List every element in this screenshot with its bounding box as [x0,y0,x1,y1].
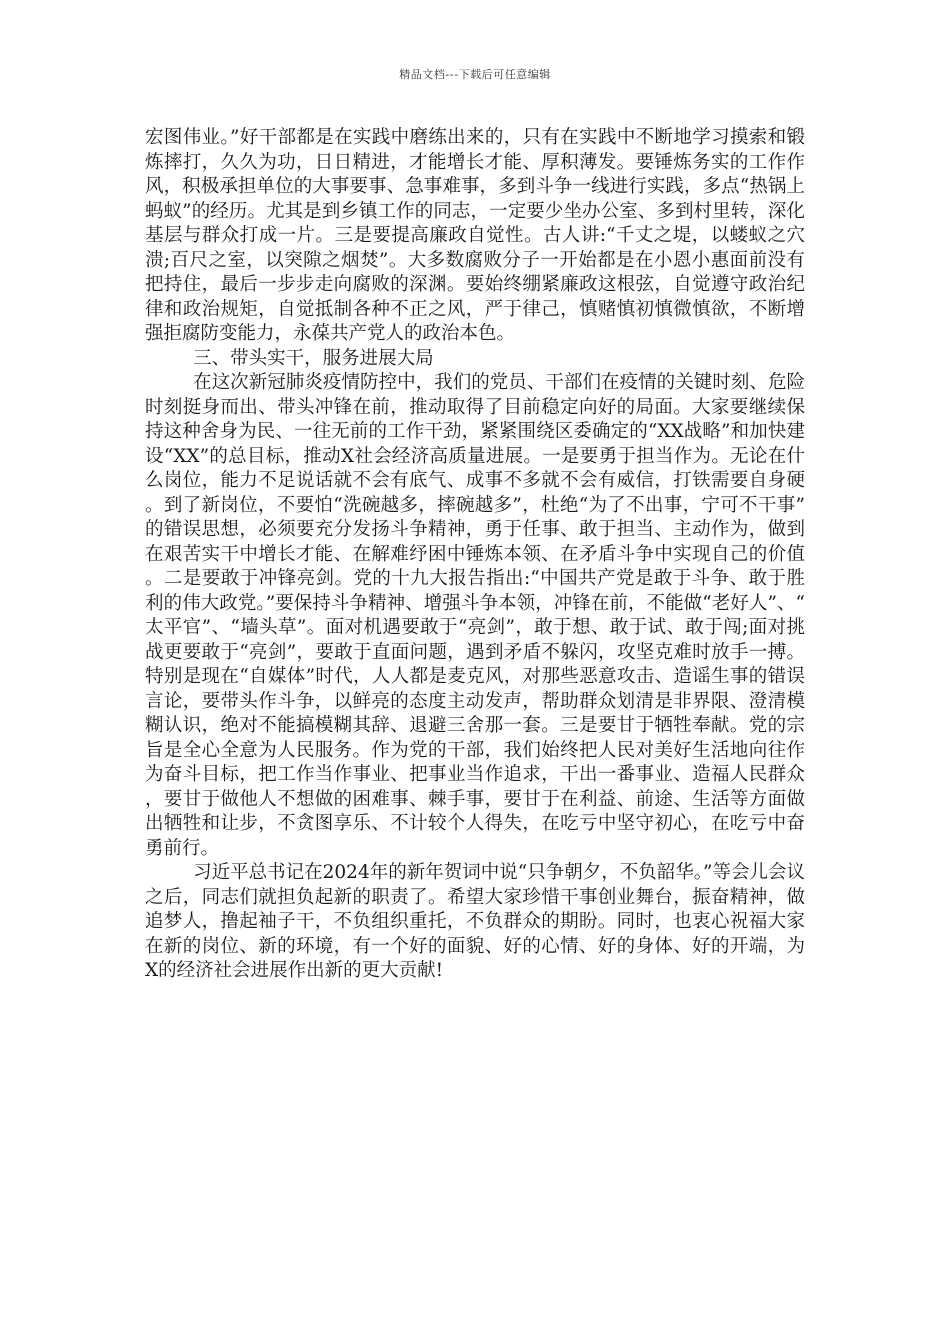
paragraph: 在这次新冠肺炎疫情防控中，我们的党员、干部们在疫情的关键时刻、危险时刻挺身而出、带头冲锋在前，推动取得了目前稳定向好的局面。大家要继续保持这种舍身为民、一往无前的工作干劲，紧紧围绕区委确定的“XX战略”和加快建设“XX”的总目标，推动X社会经济高质量进展。一是要勇于担当作为。无论在什么岗位，能力不足说话就不会有底气、成事不多就不会有威信，打铁需要自身硬。到了新岗位，不要怕“洗碗越多，摔碗越多”，杜绝“为了不出事，宁可不干事”的错误思想，必须要充分发扬斗争精神，勇于任事、敢于担当、主动作为，做到在艰苦实干中增长才能、在解难纾困中锤炼本领、在矛盾斗争中实现自己的价值。二是要敢于冲锋亮剑。党的十九大报告指出:“中国共产党是敢于斗争、敢于胜利的伟大政党。”要保持斗争精神、增强斗争本领，冲锋在前，不能做“老好人”、“太平官”、“墙头草”。面对机遇要敢于“亮剑”，敢于想、敢于试、敢于闯;面对挑战更要敢于“亮剑”，要敢于直面问题，遇到矛盾不躲闪，攻坚克难时放手一搏。特别是现在“自媒体”时代，人人都是麦克风，对那些恶意攻击、造谣生事的错误言论，要带头作斗争，以鲜亮的态度主动发声，帮助群众划清是非界限、澄清模糊认识，绝对不能搞模糊其辞、退避三舍那一套。三是要甘于牺牲奉献。党的宗旨是全心全意为人民服务。作为党的干部，我们始终把人民对美好生活地向往作为奋斗目标，把工作当作事业、把事业当作追求，干出一番事业、造福人民群众，要甘于做他人不想做的困难事、棘手事，要甘于在利益、前途、生活等方面做出牺牲和让步，不贪图享乐、不计较个人得失，在吃亏中坚守初心，在吃亏中奋勇前行。 [145,372,805,859]
paragraph-continuation: 宏图伟业。”好干部都是在实践中磨练出来的，只有在实践中不断地学习摸索和锻炼摔打，久久为功，日日精进，才能增长才能、厚积薄发。要锤炼务实的工作作风，积极承担单位的大事要事、急事难事，多到斗争一线进行实践，多点“热锅上蚂蚁”的经历。尤其是到乡镇工作的同志，一定要少坐办公室、多到村里转，深化基层与群众打成一片。三是要提高廉政自觉性。古人讲:“千丈之堤，以蝼蚁之穴溃;百尺之室，以突隙之烟焚”。大多数腐败分子一开始都是在小恩小惠面前没有把持住，最后一步步走向腐败的深渊。要始终绷紧廉政这根弦，自觉遵守政治纪律和政治规矩，自觉抵制各种不正之风，严于律己，慎赌慎初慎微慎欲，不断增强拒腐防变能力，永葆共产党人的政治本色。 [145,127,805,344]
paragraph-closing: 习近平总书记在2024年的新年贺词中说“只争朝夕，不负韶华。”等会儿会议之后，同志们就担负起新的职责了。希望大家珍惜干事创业舞台，振奋精神，做追梦人，撸起袖子干，不负组织重托，不负群众的期盼。同时，也衷心祝福大家在新的岗位、新的环境，有一个好的面貌、好的心情、好的身体、好的开端，为X的经济社会进展作出新的更大贡献! [145,862,805,981]
section-heading: 三、带头实干，服务进展大局 [193,347,434,369]
document-body [145,126,805,984]
page-header: 精品文档---下载后可任意编辑 [399,68,551,81]
